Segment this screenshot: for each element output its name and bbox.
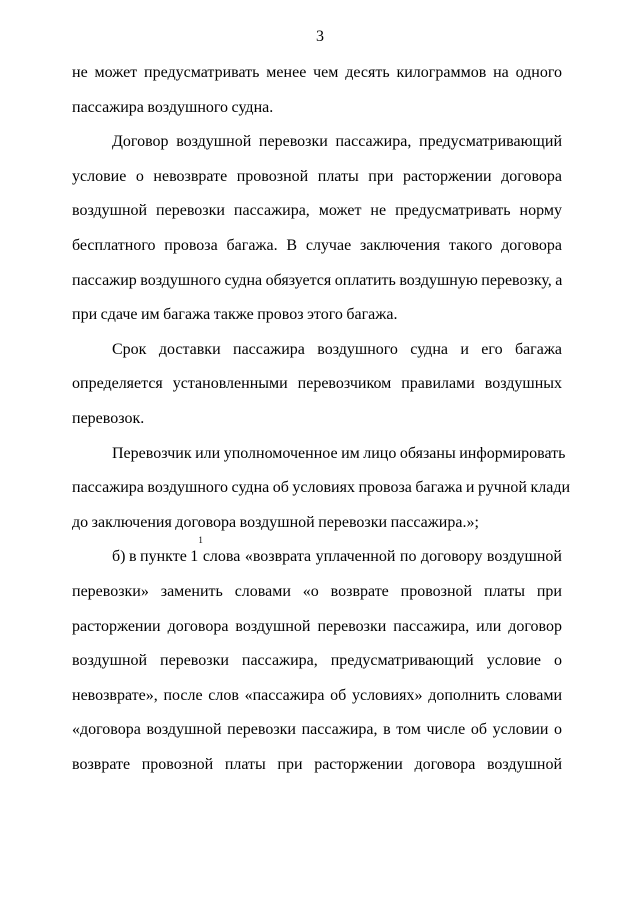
text-line: до заключения договора воздушной перевозки пассажира.»; xyxy=(72,513,479,531)
text-line: невозврате», после слов «пассажира об условиях» дополнить словами xyxy=(72,686,562,704)
text-line: Срок доставки пассажира воздушного судна и его багажа xyxy=(112,340,562,358)
paragraph xyxy=(72,56,562,125)
text-span: б) в пункте 1 xyxy=(112,548,199,566)
text-line: перевозок. xyxy=(72,409,145,427)
paragraph xyxy=(72,535,562,782)
text-line: Перевозчик или уполномоченное им лицо обязаны информировать xyxy=(112,444,566,462)
text-line: определяется установленными перевозчиком правилами воздушных xyxy=(72,375,562,393)
paragraph xyxy=(72,333,562,437)
text-line: перевозки» заменить словами «о возврате провозной платы при xyxy=(72,582,562,600)
text-line: возврате провозной платы при расторжении договора воздушной xyxy=(72,755,562,773)
text-span: слова «возврата уплаченной по договору воздушной xyxy=(202,548,562,566)
text-line: пассажира воздушного судна. xyxy=(72,98,274,116)
text-line: бесплатного провоза багажа. В случае заключения такого договора xyxy=(72,236,562,254)
text-line: пассажир воздушного судна обязуется оплатить воздушную перевозку, а xyxy=(72,271,563,289)
text-line xyxy=(72,535,562,575)
text-line: воздушной перевозки пассажира, предусматривающий условие о xyxy=(72,652,562,670)
text-line: при сдаче им багажа также провоз этого багажа. xyxy=(72,306,398,324)
text-line: расторжении договора воздушной перевозки пассажира, или договор xyxy=(72,617,562,635)
text-line: «договора воздушной перевозки пассажира, в том числе об условии о xyxy=(72,721,562,739)
page-number: 3 xyxy=(316,28,324,45)
text-line: Договор воздушной перевозки пассажира, предусматривающий xyxy=(112,133,562,151)
text-line: воздушной перевозки пассажира, может не предусматривать норму xyxy=(72,202,562,220)
text-line: условие о невозврате провозной платы при расторжении договора xyxy=(72,167,562,185)
document-body xyxy=(72,56,571,782)
paragraph xyxy=(72,437,571,541)
superscript: 1 xyxy=(198,535,203,546)
text-line: не может предусматривать менее чем десять килограммов на одного xyxy=(72,64,562,81)
text-line: пассажира воздушного судна об условиях провоза багажа и ручной клади xyxy=(72,479,571,497)
paragraph xyxy=(72,125,562,333)
